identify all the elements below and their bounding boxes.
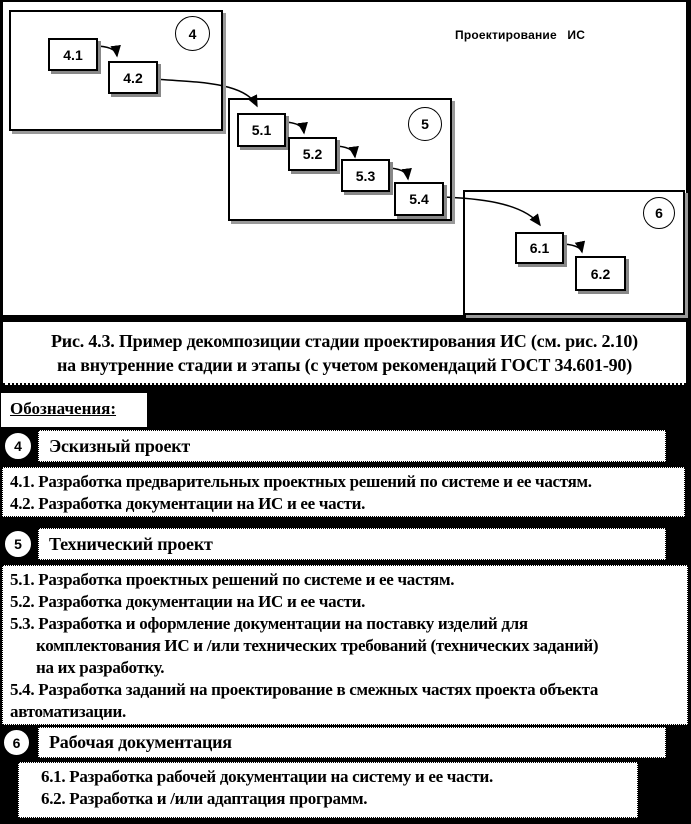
node-5-2 <box>288 137 337 171</box>
section-4-header <box>38 430 666 462</box>
section-6-number-circle <box>2 728 31 757</box>
legend-label-box <box>1 393 147 427</box>
diagram-title: Проектирование ИС <box>455 28 586 42</box>
node-5-1-label: 5.1 <box>251 122 272 138</box>
node-6-1-label: 6.1 <box>529 240 550 256</box>
node-4-1-label: 4.1 <box>63 46 83 63</box>
section-4-items <box>2 467 685 517</box>
item-line: автоматизации. <box>10 702 126 721</box>
item-line: 5.2. Разработка документации на ИС и ее части. <box>10 592 366 611</box>
node-4-2-label: 4.2 <box>123 69 143 86</box>
item-line: комплектования ИС и /или технических требований (технических заданий) <box>36 636 599 655</box>
section-4-number: 4 <box>14 438 22 454</box>
node-6-2 <box>575 256 626 291</box>
item-line: 6.2. Разработка и /или адаптация программ. <box>41 789 368 808</box>
section-5-number: 5 <box>14 536 22 552</box>
node-5-3-label: 5.3 <box>355 167 376 184</box>
node-5-4-label: 5.4 <box>409 191 429 207</box>
node-5-3 <box>341 159 390 192</box>
item-line: на их разработку. <box>36 658 165 677</box>
item-line: 6.1. Разработка рабочей документации на систему и ее части. <box>41 767 493 786</box>
figure-caption-line1: Рис. 4.3. Пример декомпозиции стадии проектирования ИС (см. рис. 2.10) <box>51 331 638 351</box>
stage-6-number-circle <box>643 197 675 229</box>
stage-6-number: 6 <box>655 205 663 221</box>
stage-4-number-circle <box>175 16 210 51</box>
figure-caption-line2: на внутренние стадии и этапы (с учетом рекомендаций ГОСТ 34.601-90) <box>56 355 633 375</box>
section-5-header <box>38 528 666 560</box>
node-5-2-label: 5.2 <box>302 146 323 162</box>
section-6-items <box>18 762 638 818</box>
node-4-2 <box>108 61 158 94</box>
item-line: 5.3. Разработка и оформление документации на поставку изделий для <box>10 614 528 633</box>
section-5-title: Технический проект <box>49 533 213 554</box>
section-5-items <box>2 565 688 725</box>
section-6-number: 6 <box>12 734 21 751</box>
item-line: 5.1. Разработка проектных решений по системе и ее частям. <box>10 570 455 589</box>
item-line: 4.2. Разработка документации на ИС и ее части. <box>10 494 366 513</box>
node-4-1 <box>48 38 98 71</box>
node-6-1 <box>515 232 564 264</box>
diagram-canvas <box>3 2 686 315</box>
item-line: 5.4. Разработка заданий на проектирование в смежных частях проекта объекта <box>10 680 599 699</box>
item-line: 4.1. Разработка предварительных проектных решений по системе и ее частям. <box>10 472 592 491</box>
stage-5-number: 5 <box>421 116 429 132</box>
figure-caption <box>3 322 686 385</box>
legend-label-text: Обозначения: <box>10 399 117 418</box>
section-6-header <box>38 727 666 758</box>
stage-5-number-circle <box>408 107 442 141</box>
section-4-title: Эскизный проект <box>49 435 191 456</box>
section-5-number-circle <box>3 529 33 559</box>
section-6-title: Рабочая документация <box>49 732 232 752</box>
section-4-number-circle <box>3 431 33 461</box>
node-5-1 <box>237 113 286 147</box>
stage-4-number: 4 <box>188 25 197 42</box>
node-5-4 <box>394 182 444 216</box>
node-6-2-label: 6.2 <box>590 265 611 282</box>
